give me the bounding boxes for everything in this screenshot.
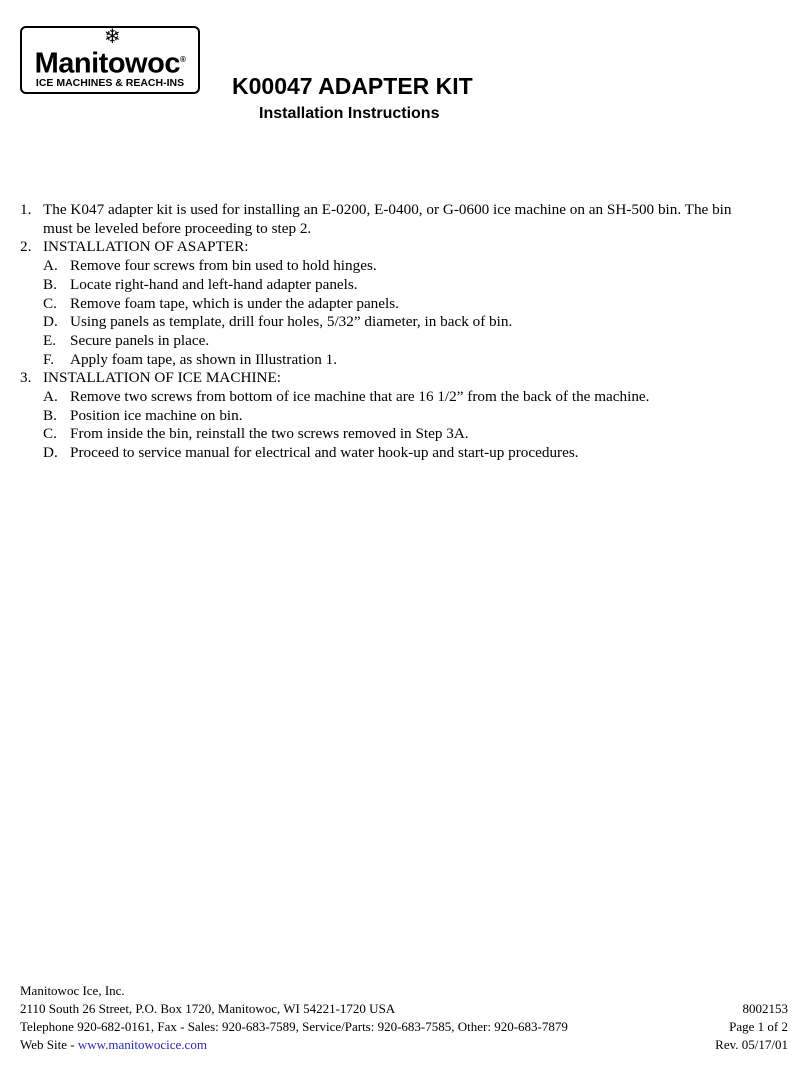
- footer-phone: Telephone 920-682-0161, Fax - Sales: 920-683-7589, Service/Parts: 920-683-7585, Other: 920-683-7879: [20, 1019, 568, 1034]
- substep-letter: D.: [43, 444, 58, 462]
- substep-letter: A.: [43, 388, 58, 406]
- step-text: The K047 adapter kit is used for installing an E-0200, E-0400, or G-0600 ice machine on an SH-500 bin. The bin: [43, 201, 732, 218]
- web-label: Web Site -: [20, 1037, 78, 1052]
- step-text: INSTALLATION OF ICE MACHINE:: [43, 369, 281, 387]
- substep-item: [20, 257, 790, 276]
- substep-letter: E.: [43, 331, 57, 349]
- substep-item: [20, 444, 790, 463]
- substep-text: Locate right-hand and left-hand adapter panels.: [70, 275, 358, 293]
- substep-letter: D.: [43, 313, 58, 331]
- website-link[interactable]: www.manitowocice.com: [77, 1037, 207, 1052]
- substep-text: Apply foam tape, as shown in Illustration 1.: [70, 350, 338, 368]
- snowflake-icon: ❄: [104, 26, 121, 48]
- substep-letter: A.: [43, 257, 58, 275]
- substep-item: [20, 276, 790, 295]
- substep-item: [20, 407, 790, 426]
- substep-item: [20, 425, 790, 444]
- step-item: [20, 238, 790, 257]
- footer: [20, 982, 788, 1054]
- instructions-list: [20, 201, 790, 463]
- substep-text: Position ice machine on bin.: [70, 406, 243, 424]
- substep-text: Proceed to service manual for electrical and water hook-up and start-up procedures.: [70, 444, 579, 462]
- step-text-continued: must be leveled before proceeding to step 2.: [43, 219, 312, 237]
- doc-number: 8002153: [742, 1001, 788, 1016]
- substep-text: Remove foam tape, which is under the adapter panels.: [70, 294, 399, 312]
- substep-item: [20, 351, 790, 370]
- substep-text: From inside the bin, reinstall the two screws removed in Step 3A.: [70, 425, 469, 443]
- substep-item: [20, 332, 790, 351]
- page-number: Page 1 of 2: [729, 1019, 788, 1034]
- substep-letter: B.: [43, 406, 57, 424]
- logo-brand: Manitowoc: [34, 47, 180, 80]
- manitowoc-logo: [20, 26, 200, 94]
- document-title: K00047 ADAPTER KIT: [232, 73, 473, 99]
- substep-letter: C.: [43, 294, 57, 312]
- substep-item: [20, 313, 790, 332]
- step-text: INSTALLATION OF ASAPTER:: [43, 238, 249, 256]
- step-item: [20, 201, 790, 220]
- substep-letter: F.: [43, 350, 55, 368]
- document-subtitle: Installation Instructions: [259, 105, 440, 122]
- step-number: 2.: [20, 238, 32, 256]
- step-item: [20, 369, 790, 388]
- registered-mark: ®: [179, 55, 186, 64]
- substep-text: Using panels as template, drill four holes, 5/32” diameter, in back of bin.: [70, 313, 513, 331]
- footer-address: 2110 South 26 Street, P.O. Box 1720, Manitowoc, WI 54221-1720 USA: [20, 1001, 396, 1016]
- substep-text: Remove two screws from bottom of ice machine that are 16 1/2” from the back of the machine.: [70, 388, 650, 406]
- revision: Rev. 05/17/01: [715, 1037, 788, 1052]
- substep-text: Secure panels in place.: [70, 331, 210, 349]
- step-number: 3.: [20, 369, 32, 387]
- substep-text: Remove four screws from bin used to hold hinges.: [70, 257, 377, 275]
- substep-letter: B.: [43, 275, 57, 293]
- footer-company: Manitowoc Ice, Inc.: [20, 983, 125, 998]
- logo-tagline: ICE MACHINES & REACH-INS: [35, 77, 185, 89]
- step-number: 1.: [20, 201, 32, 218]
- substep-item: [20, 388, 790, 407]
- substep-item: [20, 295, 790, 314]
- substep-letter: C.: [43, 425, 57, 443]
